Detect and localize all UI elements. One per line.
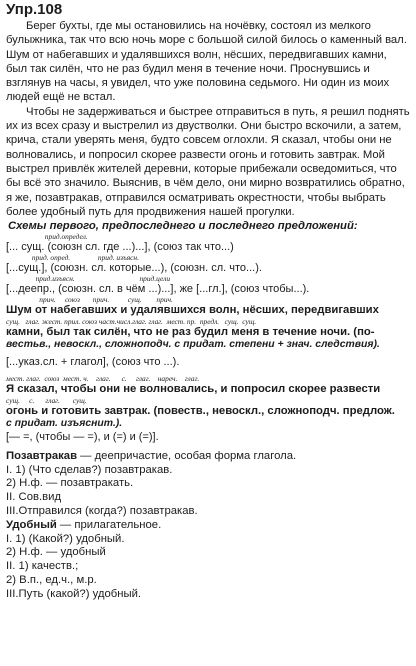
parse-tags-2: прид. опред. прид. изъясн. xyxy=(6,253,139,263)
scheme-sentence-2: [— =, (чтобы — =), и (=) и (=)]. xyxy=(6,430,159,443)
parse-tags-7: сущ. с. глаг. сущ. xyxy=(6,395,87,405)
scheme-sentence-1: [...указ.сл. + глагол], (союз что ...). xyxy=(6,355,180,368)
morph-analysis-word-1: I. 1) (Что сделав?) позавтракав. 2) Н.ф. — позавтракать. II. Сов.вид III.Отправился (когда?) позавтракав. xyxy=(6,463,198,517)
morph-analysis-word-1-heading xyxy=(6,450,410,464)
scheme-second-sentence: [...сущ.], (союзн. сл. которые...), (союзн. сл. что...). xyxy=(6,262,262,275)
parse-tags-4: прич. союз прич. сущ. прич. xyxy=(6,295,173,305)
morph-analysis-word-2-heading xyxy=(6,519,410,533)
morph-analysis-word-2: I. 1) (Какой?) удобный. 2) Н.ф. — удобный II. 1) качеств.; 2) В.п., ед.ч., м.р. III.Путь (какой?) удобный. xyxy=(6,532,142,600)
text-paragraph-2: Чтобы не задерживаться и быстрее отправиться в путь, я решил поднять их из всех сразу и выстрелил из двустволки. Они быстро вскочили, а затем, крича, стали уверять меня, будто совсем оглохли. Я сказал, чтобы они не волновались, и попросил скорее развести огонь и готовить завтрак. Мой выстрел привлёк жителей деревни, которые прибежали осведомиться, что бы всё это значило. Выяснив, в чём дело, они мирно возвратились обратно, я же, позавтракав, отправился осматривать окрестности, чтобы выбрать более удобный путь для продвижения нашей прогулки. xyxy=(6,105,410,218)
schemes-heading: Схемы первого, предпоследнего и последнего предложений: xyxy=(8,220,358,233)
sentence-1-characteristics: вестьв., невоскл., сложноподч. с придат. степени + знач. следствия). xyxy=(6,339,380,351)
parse-tags-3: прид.изъясн. прид.цели xyxy=(6,274,171,284)
parsed-sentence-1-line-2: камни, был так силён, что не раз будил меня в течение ночи. (по- xyxy=(6,325,375,338)
sentence-2-characteristics: с придат. изъяснит.). xyxy=(6,418,123,430)
parse-tags-1: прид.определ. xyxy=(6,232,88,242)
parse-tags-5: сущ. глаг. жест. прил. союз част.числ.глаг. глаг. мест. пр. предл. сущ. сущ. xyxy=(6,316,257,326)
parsed-sentence-2-line-1: Я сказал, чтобы они не волновались, и попросил скорее развести xyxy=(6,382,381,395)
parse-tags-6: мест. глаг. союз мест. ч. глаг. с. глаг. нареч. глаг. xyxy=(6,373,200,383)
exercise-title: Упр.108 xyxy=(6,1,63,18)
parsed-sentence-1-line-1: Шум от набегавших и удалявшихся волн, нёсших, передвигавших xyxy=(6,304,379,317)
analysis-word-2-definition: — прилагательное. xyxy=(56,518,162,531)
analysis-word-1-definition: — деепричастие, особая форма глагола. xyxy=(77,449,297,462)
analysis-word-1: Позавтракав xyxy=(6,449,78,462)
parsed-sentence-2-line-2: огонь и готовить завтрак. (повеств., невоскл., сложноподч. предлож. xyxy=(6,404,395,417)
scheme-last-sentence: [...деепр., (союзн. сл. в чём ...)...], же [...гл.], (союз чтобы...). xyxy=(6,283,310,296)
analysis-word-2: Удобный xyxy=(6,518,57,531)
text-paragraph-1: Берег бухты, где мы остановились на ночёвку, состоял из мелкого булыжника, так что всю ночь море с большой силой билось о каменный вал. Шум от набегавших и удалявшихся волн, нёсших, передвигавших камни, был так силён, что не раз будил меня в течение ночи. Проснувшись и взглянув на часы, я увидел, что уже половина седьмого. Ни один из моих людей ещё не встал. xyxy=(6,20,407,104)
scheme-first-sentence: [... сущ. (союзн сл. где ...)...], (союз так что...) xyxy=(6,241,234,254)
